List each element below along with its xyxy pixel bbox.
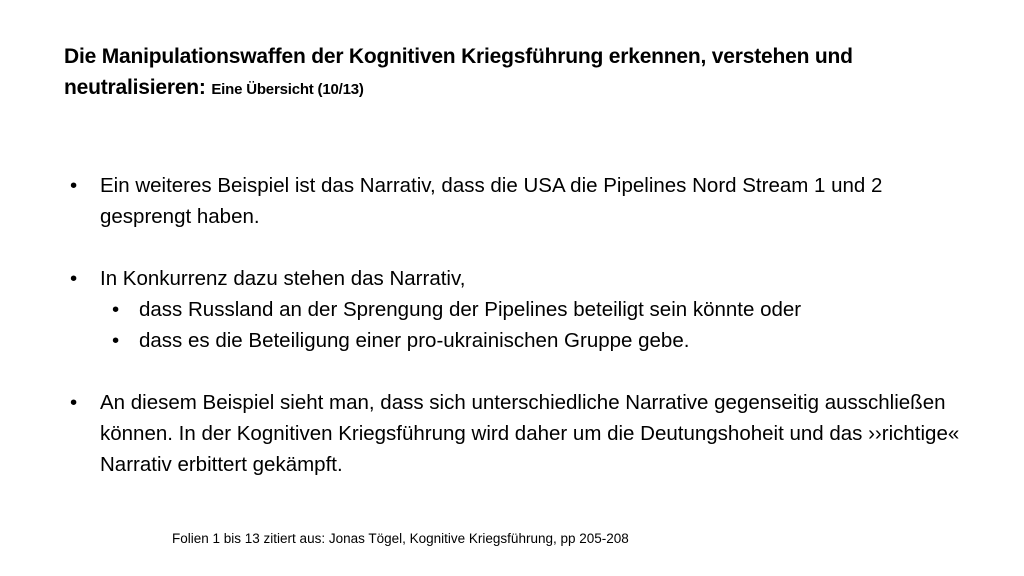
bullet-icon: • (112, 298, 120, 321)
bullet-text: An diesem Beispiel sieht man, dass sich unterschiedliche Narrative gegenseitig ausschließen können. In der Kognitiven Kriegsführung wird daher um die Deutungshoheit und das ››richtige« Narrativ erbittert gekämpft. (100, 391, 960, 476)
sub-bullet-text: dass Russland an der Sprengung der Pipelines beteiligt sein könnte oder (139, 298, 802, 321)
bullet-list (70, 170, 970, 480)
bullet-text: Ein weiteres Beispiel ist das Narrativ, dass die USA die Pipelines Nord Stream 1 und 2 gesprengt haben. (100, 174, 883, 228)
bullet-item (70, 387, 970, 480)
bullet-item (70, 263, 970, 294)
bullet-icon: • (70, 267, 78, 290)
sub-bullet-list (70, 294, 970, 356)
sub-bullet-text: dass es die Beteiligung einer pro-ukrainischen Gruppe gebe. (139, 329, 690, 352)
bullet-icon: • (112, 329, 120, 352)
bullet-icon: • (70, 391, 78, 414)
bullet-text: In Konkurrenz dazu stehen das Narrativ, (100, 267, 466, 290)
bullet-icon: • (70, 174, 78, 197)
title-main: Die Manipulationswaffen der Kognitiven Kriegsführung erkennen, verstehen und neutralisieren: (64, 45, 853, 99)
footnote-citation: Folien 1 bis 13 zitiert aus: Jonas Tögel, Kognitive Kriegsführung, pp 205-208 (172, 531, 629, 546)
bullet-item (70, 170, 970, 232)
sub-bullet-item (100, 325, 970, 356)
title-subtitle: Eine Übersicht (10/13) (211, 81, 364, 98)
slide-title (64, 41, 964, 105)
sub-bullet-item (100, 294, 970, 325)
